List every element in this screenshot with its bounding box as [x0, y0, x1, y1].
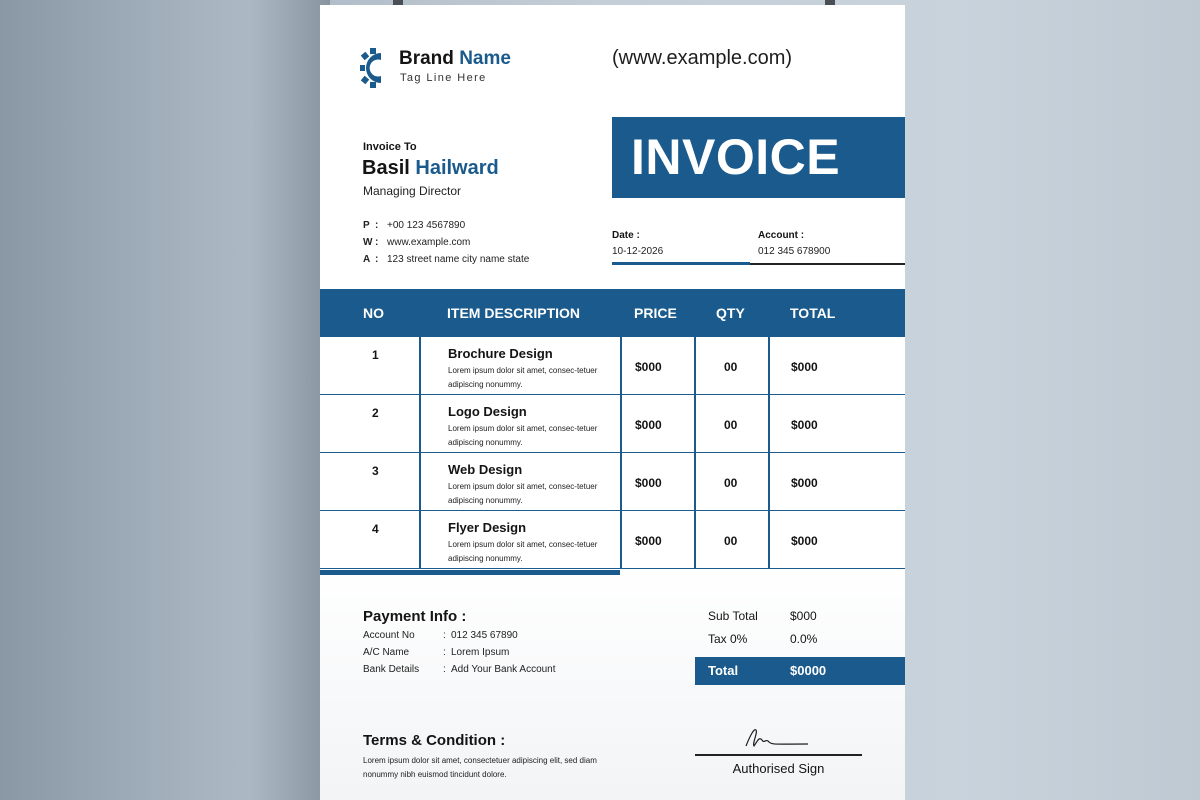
terms-title: Terms & Condition :: [363, 732, 506, 749]
payment-account-no: Account No : 012 345 67890: [363, 630, 518, 641]
item-title: Brochure Design: [448, 346, 553, 361]
contact-key: P: [363, 220, 370, 231]
brand-name: [399, 48, 511, 70]
meta-divider: [750, 263, 905, 265]
grand-total-bar: [695, 657, 905, 685]
item-price: $000: [635, 360, 662, 374]
client-first-name: Basil: [362, 157, 410, 179]
payment-value: 012 345 67890: [451, 630, 518, 641]
sheet-shadow: [250, 0, 330, 800]
payment-ac-name: A/C Name : Lorem Ipsum: [363, 647, 510, 658]
row-number: 1: [372, 348, 379, 362]
item-description: Lorem ipsum dolor sit amet, consec-tetuer adipiscing nonummy.: [448, 540, 598, 563]
contact-key: W: [363, 237, 373, 248]
table-row: [320, 395, 905, 453]
item-qty: 00: [724, 360, 738, 374]
invoice-to-label: Invoice To: [363, 141, 417, 153]
item-price: $000: [635, 534, 662, 548]
meta-divider-accent: [612, 262, 750, 265]
account-label: Account :: [758, 230, 805, 241]
table-header: [320, 289, 905, 337]
date-value: 10-12-2026: [612, 246, 664, 257]
item-total: $000: [791, 534, 818, 548]
contact-phone: P : +00 123 4567890: [363, 220, 466, 231]
subtotal-value: $000: [790, 609, 817, 623]
contact-key: A: [363, 254, 371, 265]
client-role: Managing Director: [363, 184, 462, 198]
signature-line: [695, 754, 862, 756]
brand-name-second: Name: [459, 48, 511, 69]
header-total: TOTAL: [790, 305, 836, 321]
total-value: $0000: [790, 663, 827, 678]
signature-scribble-icon: [744, 726, 810, 750]
tax-value: 0.0%: [790, 632, 818, 646]
invoice-title-banner: INVOICE: [612, 117, 905, 198]
item-title: Logo Design: [448, 404, 527, 419]
item-total: $000: [791, 360, 818, 374]
client-last-name: Hailward: [415, 157, 499, 179]
table-body: [320, 337, 905, 569]
brand-name-first: Brand: [399, 48, 454, 69]
payment-key: A/C Name: [363, 647, 410, 658]
contact-value: +00 123 4567890: [387, 220, 466, 231]
table-row: [320, 453, 905, 511]
item-total: $000: [791, 418, 818, 432]
table-footer-accent: [320, 570, 620, 575]
header-no: NO: [363, 305, 384, 321]
item-description: Lorem ipsum dolor sit amet, consec-tetuer adipiscing nonummy.: [448, 482, 598, 505]
item-description: Lorem ipsum dolor sit amet, consec-tetuer adipiscing nonummy.: [448, 424, 598, 447]
table-row: [320, 511, 905, 569]
website-link[interactable]: (www.example.com): [612, 47, 793, 69]
brand-tagline: Tag Line Here: [400, 72, 487, 84]
item-total: $000: [791, 476, 818, 490]
table-row: [320, 337, 905, 395]
invoice-sheet: [320, 5, 905, 800]
contact-address: A : 123 street name city name state: [363, 254, 530, 265]
subtotal-label: Sub Total: [708, 609, 758, 623]
payment-bank-details: Bank Details : Add Your Bank Account: [363, 664, 556, 675]
payment-info-title: Payment Info :: [363, 608, 467, 625]
row-number: 4: [372, 522, 379, 536]
row-number: 3: [372, 464, 379, 478]
item-price: $000: [635, 418, 662, 432]
contact-web: W : www.example.com: [363, 237, 471, 248]
item-qty: 00: [724, 534, 738, 548]
payment-value: Add Your Bank Account: [451, 664, 556, 675]
date-label: Date :: [612, 230, 640, 241]
payment-key: Bank Details: [363, 664, 420, 675]
account-value: 012 345 678900: [758, 246, 831, 257]
row-number: 2: [372, 406, 379, 420]
item-qty: 00: [724, 476, 738, 490]
total-label: Total: [708, 663, 739, 678]
item-title: Web Design: [448, 462, 523, 477]
client-name: [362, 157, 499, 180]
item-description: Lorem ipsum dolor sit amet, consec-tetuer adipiscing nonummy.: [448, 366, 598, 389]
header-description: ITEM DESCRIPTION: [447, 305, 581, 321]
gear-c-icon: [360, 47, 390, 89]
item-price: $000: [635, 476, 662, 490]
contact-value: www.example.com: [387, 237, 471, 248]
item-title: Flyer Design: [448, 520, 527, 535]
payment-key: Account No: [363, 630, 415, 641]
contact-value: 123 street name city name state: [387, 254, 530, 265]
header-price: PRICE: [634, 305, 677, 321]
payment-value: Lorem Ipsum: [451, 647, 510, 658]
terms-text: Lorem ipsum dolor sit amet, consectetuer adipiscing elit, sed diam nonummy nibh euismod tincidunt dolore.: [363, 756, 597, 779]
signature-label: Authorised Sign: [732, 761, 825, 776]
tax-label: Tax 0%: [708, 632, 748, 646]
header-qty: QTY: [716, 305, 745, 321]
item-qty: 00: [724, 418, 738, 432]
